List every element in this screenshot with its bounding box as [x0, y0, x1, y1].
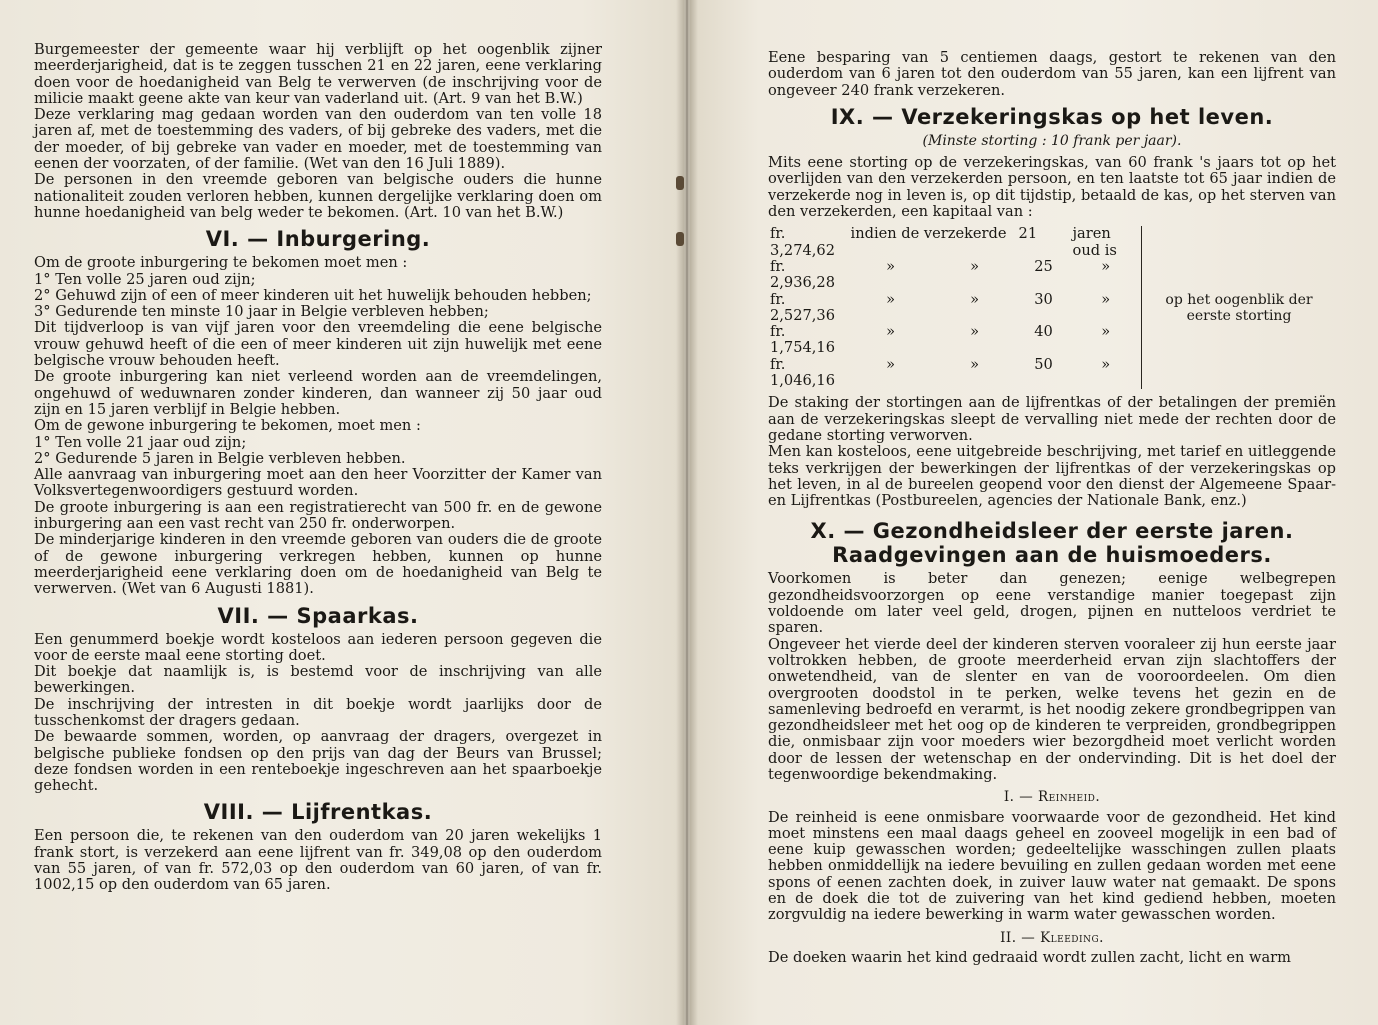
paragraph: Mits eene storting op de verzekeringskas, van 60 frank 's jaars tot op het overlijden van den verzekerden persoon, en ten laatste tot 65 jaar indien de verzekerde nog in leven is, op dit tijdstip, betaald de kas, op het sterven van den verzekerden, een kapitaal van : — [768, 154, 1336, 221]
paragraph: De groote inburgering is aan een registratierecht van 500 fr. en de gewone inburgering aan een vast recht van 250 fr. onderworpen. — [34, 498, 602, 533]
paragraph: Een genummerd boekje wordt kosteloos aan iederen persoon gegeven die voor de eerste maal eene storting doet. — [34, 630, 602, 664]
table-row — [768, 226, 1336, 259]
paragraph: Deze verklaring mag gedaan worden van den ouderdom van ten volle 18 jaren af, met de toestemming des vaders, of bij gebreke des vaders, met die der moeder, of bij gebreke van vader en moeder, met de toestemming van eenen der voorzaten, of der familie. (Wet van den 16 Juli 1889). — [34, 106, 602, 173]
paragraph: 1° Ten volle 21 jaar oud zijn; — [34, 433, 247, 451]
paragraph: Burgemeester der gemeente waar hij verblijft op het oogenblik zijner meerderjarigheid, dat is te zeggen tusschen 21 en 22 jaren, eene verklaring doen voor de hoedanigheid van Belg te verwerven (de inschrijving voor de milicie maakt geene akte van keur van vaderland uit. (Art. 9 van het B.W.) — [34, 41, 602, 107]
paragraph: Om de gewone inburgering te bekomen, moet men : — [34, 417, 421, 435]
paragraph: De bewaarde sommen, worden, op aanvraag der dragers, overgezet in belgische publieke fondsen op den prijs van dag der Beurs van Brussel; deze fondsen worden in een renteboekje ingeschreven aan het spaarboekje gehecht. — [34, 728, 602, 795]
section-heading-spaarkas: VII. — Spaarkas. — [217, 603, 419, 628]
paragraph: De doeken waarin het kind gedraaid wordt zullen zacht, licht en warm — [768, 948, 1292, 966]
text-cell: » — [886, 290, 895, 308]
suffix-cell: » — [1101, 323, 1111, 341]
paragraph: Men kan kosteloos, eene uitgebreide beschrijving, met tarief en uitleggende teks verkrijgen der bewerkingen der lijfrentkas of der verzekeringskas op het leven, in al de bureelen geopend voor den dienst der Algemeene Spaar- en Lijfrentkas (Postbureelen, agencies der Nationale Bank, enz.) — [768, 443, 1336, 510]
paragraph: De personen in den vreemde geboren van belgische ouders die hunne nationaliteit zouden verloren hebben, kunnen dergelijke verklaring doen om hunne hoedanigheid van belg weder te bekomen. (Art. 10 van het B.W.) — [34, 171, 602, 221]
text-cell: indien de verzekerde — [850, 225, 1007, 243]
paragraph: Alle aanvraag van inburgering moet aan den heer Voorzitter der Kamer van Volksvertegenwoordigers gestuurd worden. — [34, 466, 602, 500]
age-cell: 50 — [1034, 355, 1053, 373]
age-cell: 40 — [1034, 323, 1053, 341]
text-cell: » — [970, 290, 979, 308]
text-cell: » — [886, 323, 895, 341]
book-gutter — [676, 0, 698, 1025]
text-cell: » — [970, 355, 979, 373]
section-subtitle: (Minste storting : 10 frank per jaar). — [922, 132, 1182, 149]
paragraph: 3° Gedurende ten minste 10 jaar in Belgie verbleven hebben; — [34, 303, 489, 321]
right-page-text — [768, 50, 1336, 966]
age-cell: 21 — [1018, 225, 1038, 243]
binding-mark — [676, 232, 684, 246]
right-page — [690, 0, 1378, 1025]
section-heading-inburgering: VI. — Inburgering. — [205, 227, 431, 252]
left-page-text — [34, 42, 602, 894]
left-page — [0, 0, 684, 1025]
paragraph: 2° Gedurende 5 jaren in Belgie verbleven hebben. — [34, 449, 406, 467]
text-cell: » — [886, 355, 895, 373]
paragraph: De minderjarige kinderen in den vreemde geboren van ouders die de groote of de gewone inburgering verkregen hebben, kunnen op hunne meerderjarigheid eene verklaring doen om de hoedanigheid van Belg te verwerven. (Wet van 6 Augusti 1881). — [34, 531, 602, 598]
section-heading-gezondheidsleer: X. — Gezondheidsleer der eerste jaren. — [810, 519, 1294, 544]
capital-note — [1142, 226, 1337, 389]
capital-note-line: eerste storting — [1186, 307, 1292, 324]
text-cell: » — [886, 257, 895, 275]
age-cell: 25 — [1034, 257, 1053, 275]
paragraph: Voorkomen is beter dan genezen; eenige welbegrepen gezondheidsvoorzorgen op eene verstandige manier toegepast zijn voldoende om later veel geld, drogen, pijnen en nutteloos verdriet te sparen. — [768, 570, 1336, 637]
amount-cell: fr. 3,274,62 — [770, 225, 835, 259]
text-cell: » — [970, 323, 979, 341]
paragraph: Dit tijdverloop is van vijf jaren voor den vreemdeling die eene belgische vrouw gehuwd heeft of die een of meer kinderen uit zijn huwelijk met eene belgische vrouw behouden heeft. — [34, 319, 602, 370]
capital-note-line: op het oogenblik der — [1165, 291, 1313, 308]
section-heading-raadgevingen: Raadgevingen aan de huismoeders. — [832, 543, 1272, 568]
amount-cell: fr. 2,936,28 — [770, 257, 835, 292]
paragraph: Dit boekje dat naamlijk is, is bestemd voor de inschrijving van alle bewerkingen. — [34, 663, 602, 697]
suffix-cell: jaren oud is — [1072, 225, 1117, 259]
section-heading-lijfrentkas: VIII. — Lijfrentkas. — [203, 800, 433, 825]
paragraph: De reinheid is eene onmisbare voorwaarde voor de gezondheid. Het kind moet minstens een maal daags geheel en zooveel mogelijk in een bad of eene kuip gewasschen worden; gedeeltelijke wasschingen zullen plaats hebben onmiddellijk na iedere bevuiling en zullen gedaan worden met eene spons of eenen zachten doek, in zuiver lauw water nat gemaakt. De spons en de doek die tot de zuivering van het kind gediend hebben, moeten zorgvuldig na iedere bewerking in warm water gewasschen worden. — [768, 808, 1336, 924]
paragraph: De inschrijving der intresten in dit boekje wordt jaarlijks door de tusschenkomst der dragers gedaan. — [34, 695, 602, 729]
section-heading-verzekeringskas: IX. — Verzekeringskas op het leven. — [830, 104, 1274, 129]
paragraph: 2° Gehuwd zijn of een of meer kinderen uit het huwelijk behouden hebben; — [34, 286, 592, 304]
paragraph: 1° Ten volle 25 jaren oud zijn; — [34, 270, 256, 288]
paragraph: Een persoon die, te rekenen van den ouderdom van 20 jaren wekelijks 1 frank stort, is verzekerd aan eene lijfrent van fr. 349,08 op den ouderdom van 55 jaren, of van fr. 572,03 op den ouderdom van 60 jaren, of van fr. 1002,15 op den ouderdom van 65 jaren. — [34, 827, 602, 894]
amount-cell: fr. 2,527,36 — [770, 290, 835, 324]
suffix-cell: » — [1101, 257, 1111, 275]
paragraph: Eene besparing van 5 centiemen daags, gestort te rekenen van den ouderdom van 6 jaren tot den ouderdom van 55 jaren, kan een lijfrent van ongeveer 240 frank verzekeren. — [768, 49, 1336, 99]
text-cell: » — [970, 257, 979, 275]
paragraph: De groote inburgering kan niet verleend worden aan de vreemdelingen, ongehuwd of weduwnaren zonder kinderen, dan wanneer zij 50 jaar oud zijn en 15 jaren verblijf in Belgie hebben. — [34, 368, 602, 418]
amount-cell: fr. 1,046,16 — [770, 355, 835, 390]
capital-table — [768, 226, 1336, 389]
age-cell: 30 — [1034, 290, 1053, 308]
suffix-cell: » — [1101, 355, 1111, 373]
paragraph: Ongeveer het vierde deel der kinderen sterven vooraleer zij hun eerste jaar voltrokken hebben, de groote meerderheid ervan zijn slachtoffers der onwetendheid, van de slenter en van de vooroordeelen. Om dien overgrooten doodstol in te perken, welke tevens het gezin en de samenleving bedroefd en verarmt, is het noodig zekere grondbegrippen van gezondheidsleer met het oog op de kinderen te verpreiden, grondbegrippen die, onmisbaar zijn voor moeders wier bezorgdheid moet verlicht worden door de lessen der wetenschap en der ondervinding. Dit is het doel der tegenwoordige bekendmaking. — [768, 635, 1336, 783]
subheading-reinheid: I. — Reinheid. — [1003, 789, 1101, 806]
suffix-cell: » — [1101, 290, 1111, 308]
amount-cell: fr. 1,754,16 — [770, 323, 835, 357]
subheading-kleeding: II. — Kleeding. — [1000, 929, 1104, 946]
paragraph: Om de groote inburgering te bekomen moet men : — [34, 254, 408, 272]
binding-mark — [676, 176, 684, 190]
paragraph: De staking der stortingen aan de lijfrentkas of der betalingen der premiën aan de verzekeringskas sleept de vervalling niet mede der rechten door de gedane storting verworven. — [768, 394, 1336, 444]
